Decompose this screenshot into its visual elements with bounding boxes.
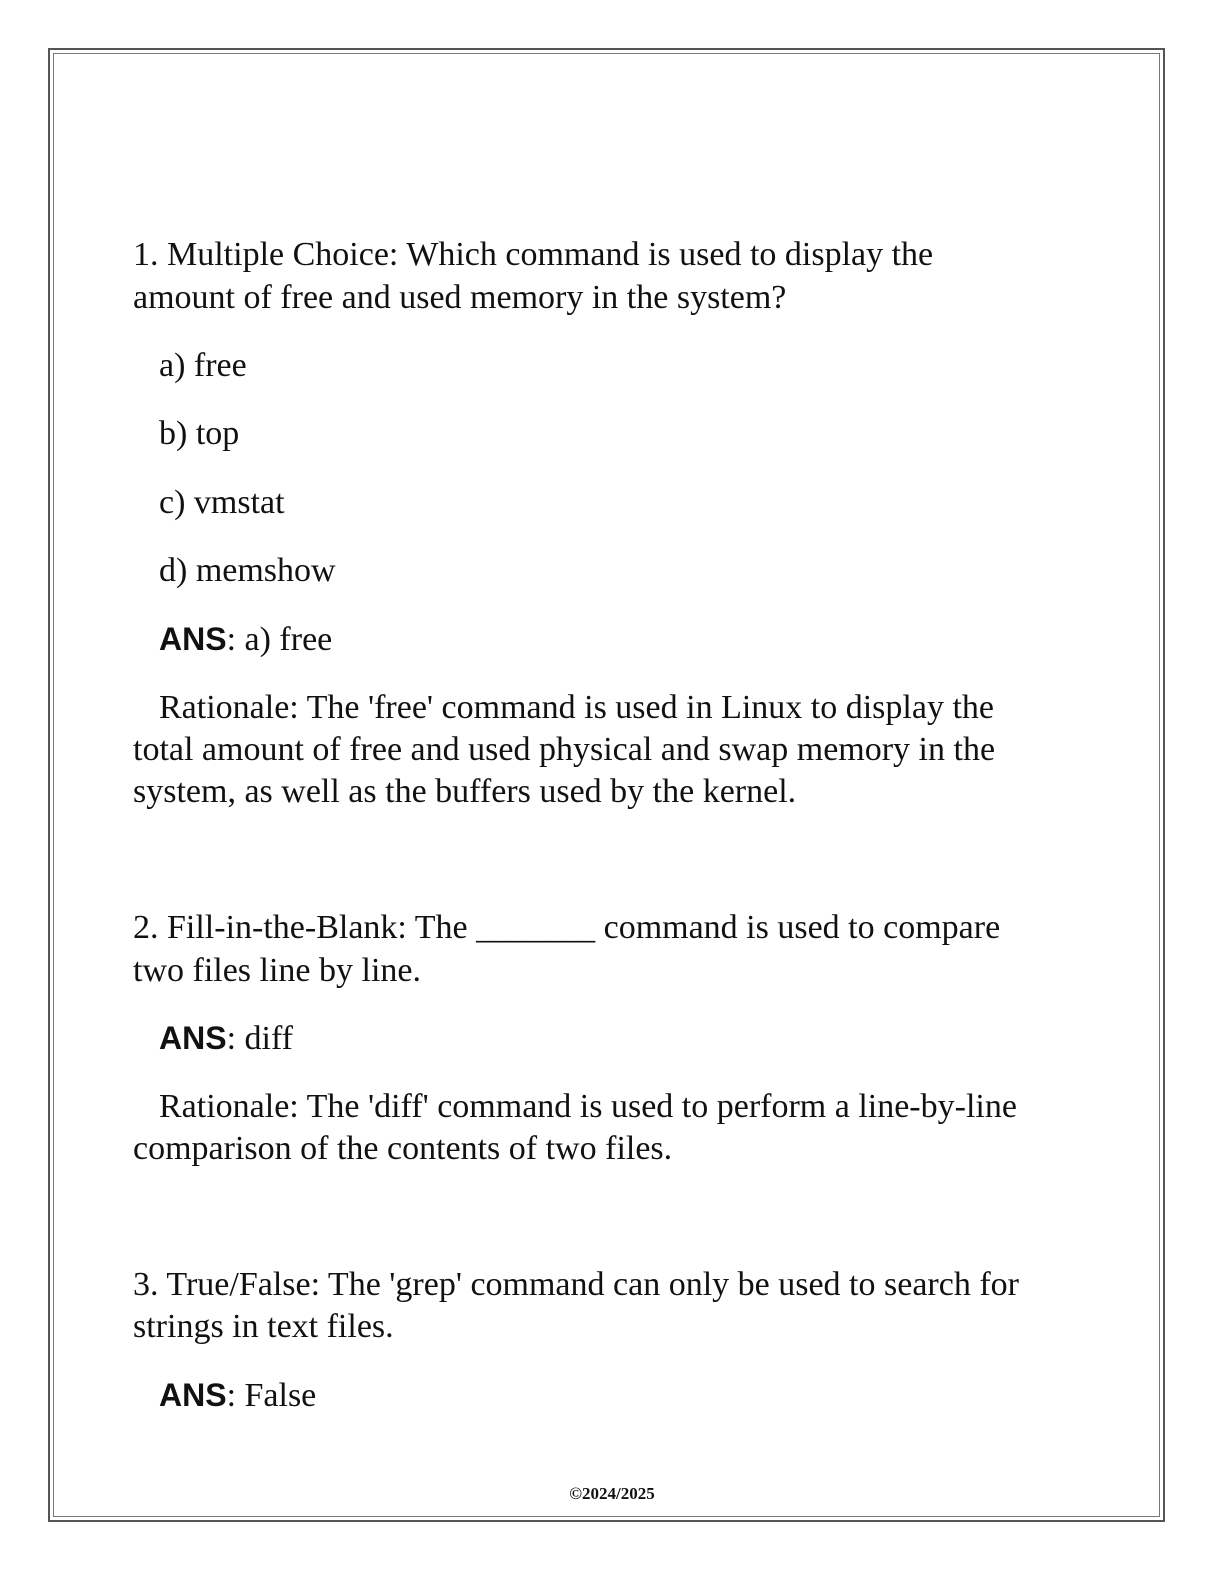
question-1-option-a: a) free xyxy=(159,347,247,384)
question-3-line-1: 3. True/False: The 'grep' command can only be used to search for xyxy=(133,1266,1019,1303)
question-1-option-c: c) vmstat xyxy=(159,484,285,521)
question-1-rationale-line-2: total amount of free and used physical and swap memory in the xyxy=(133,731,996,768)
question-1-answer xyxy=(159,618,332,661)
question-1-rationale-line-3: system, as well as the buffers used by the kernel. xyxy=(133,773,797,810)
question-1-line-2: amount of free and used memory in the system? xyxy=(133,279,787,316)
question-2-rationale-line-1: Rationale: The 'diff' command is used to perform a line-by-line xyxy=(159,1088,1017,1125)
question-1-option-d: d) memshow xyxy=(159,552,336,589)
answer-value: : a) free xyxy=(226,621,333,658)
question-2-rationale-line-2: comparison of the contents of two files. xyxy=(133,1130,673,1167)
answer-label: ANS xyxy=(159,1020,227,1056)
question-3-line-2: strings in text files. xyxy=(133,1308,394,1345)
answer-value: : diff xyxy=(226,1020,293,1057)
answer-label: ANS xyxy=(159,1377,227,1413)
question-2-answer xyxy=(159,1017,293,1060)
question-3-answer xyxy=(159,1374,316,1417)
question-2-line-1: 2. Fill-in-the-Blank: The _______ command is used to compare xyxy=(133,909,1001,946)
footer-copyright: ©2024/2025 xyxy=(569,1484,655,1503)
answer-value: : False xyxy=(226,1377,317,1414)
question-2-line-2: two files line by line. xyxy=(133,952,422,989)
question-1-option-b: b) top xyxy=(159,415,240,452)
question-1-rationale-line-1: Rationale: The 'free' command is used in Linux to display the xyxy=(159,689,994,726)
question-1-line-1: 1. Multiple Choice: Which command is used to display the xyxy=(133,236,934,273)
answer-label: ANS xyxy=(159,621,227,657)
